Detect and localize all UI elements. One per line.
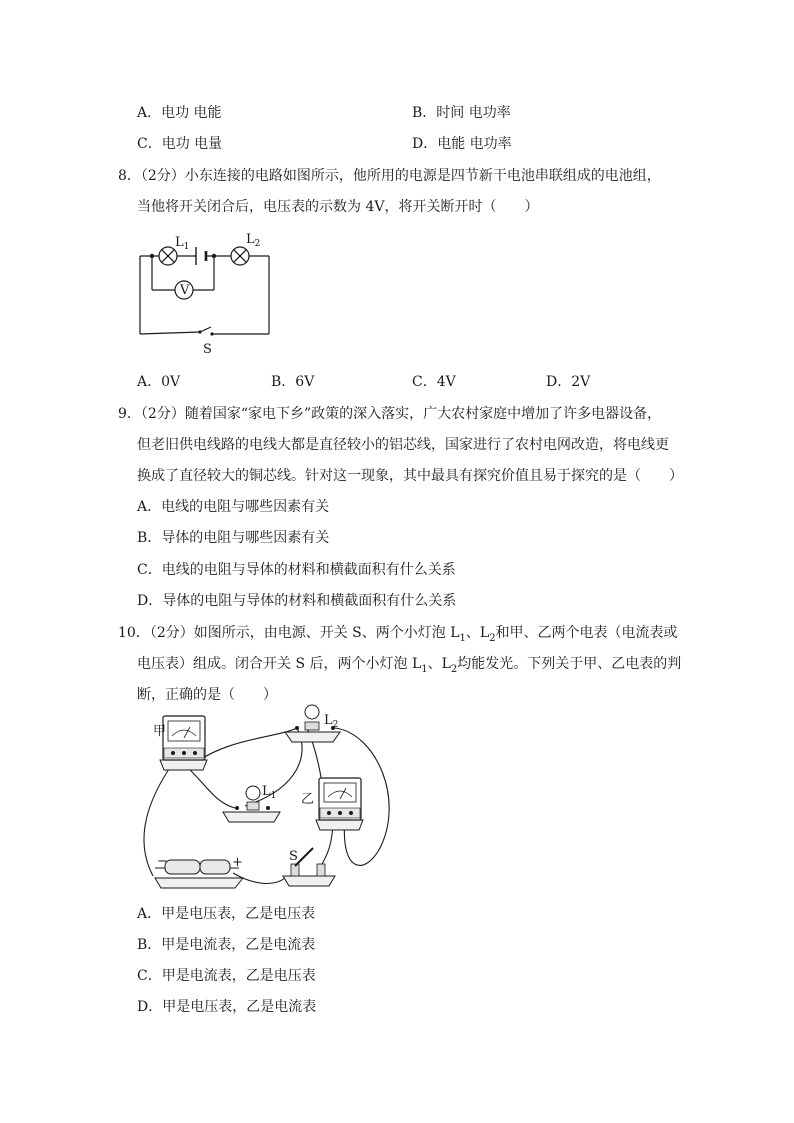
q7-option-a: A．电功 电能 xyxy=(137,105,222,121)
q10-option-c: C．甲是电流表，乙是电压表 xyxy=(137,968,316,984)
q8-option-a: A．0V xyxy=(137,374,181,390)
q10-option-b: B．甲是电流表，乙是电流表 xyxy=(137,937,316,953)
q8-stem-line2: 当他将开关闭合后，电压表的示数为 4V，将开关断开时（ ） xyxy=(137,199,539,215)
q10-option-a: A．甲是电压表，乙是电压表 xyxy=(137,906,316,922)
q9-option-b: B．导体的电阻与哪些因素有关 xyxy=(137,530,330,546)
q8-label-l1: $L_1$ xyxy=(175,235,190,252)
q10-label-plus: + xyxy=(232,855,243,870)
q10-stem-line2: 电压表）组成。闭合开关 S 后，两个小灯泡 $L_1$、$L_2$均能发光。下列关于甲、乙电表的判 xyxy=(137,656,682,675)
q9-stem-line3: 换成了直径较大的铜芯线。针对这一现象，其中最具有探究价值且易于探究的是（ ） xyxy=(137,468,683,484)
q8-label-voltmeter: V xyxy=(180,283,190,298)
q10-label-minus: − xyxy=(157,854,168,869)
q10-circuit-illustration xyxy=(135,708,410,898)
q9-option-d: D．导体的电阻与导体的材料和横截面积有什么关系 xyxy=(137,593,457,609)
q10-label-jia: 甲 xyxy=(153,724,167,739)
q8-option-b: B．6V xyxy=(271,374,315,390)
q10-option-d: D．甲是电压表，乙是电流表 xyxy=(137,999,317,1015)
q8-label-l2: $L_2$ xyxy=(246,232,261,249)
q9-option-a: A．电线的电阻与哪些因素有关 xyxy=(137,499,330,515)
q7-option-d: D．电能 电功率 xyxy=(412,136,512,152)
q10-stem-line1: 10．（2分）如图所示，由电源、开关 S、两个小灯泡 $L_1$、$L_2$和甲、乙两个电表（电流表或 xyxy=(118,625,678,644)
q8-option-d: D．2V xyxy=(546,374,591,390)
q10-stem-line3: 断，正确的是（ ） xyxy=(137,687,277,703)
q9-option-c: C．电线的电阻与导体的材料和横截面积有什么关系 xyxy=(137,562,456,578)
q10-label-switch: S xyxy=(289,849,298,864)
q9-stem-line2: 但老旧供电线路的电线大都是直径较小的铝芯线，国家进行了农村电网改造，将电线更 xyxy=(137,437,669,453)
q9-stem-line1: 9．（2分）随着国家“家电下乡”政策的深入落实，广大农村家庭中增加了许多电器设备， xyxy=(118,406,662,422)
q8-stem-line1: 8．（2分）小东连接的电路如图所示，他所用的电源是四节新干电池串联组成的电池组， xyxy=(118,168,661,184)
q10-label-yi: 乙 xyxy=(301,792,315,807)
q8-circuit-diagram xyxy=(130,228,280,360)
q10-label-l2: $L_2$ xyxy=(324,713,339,730)
q8-option-c: C．4V xyxy=(412,374,456,390)
q10-label-l1: $L_1$ xyxy=(262,784,277,801)
q7-option-b: B．时间 电功率 xyxy=(412,105,511,121)
battery-icon xyxy=(155,860,243,888)
meter-yi-icon xyxy=(316,778,363,830)
meter-jia-icon xyxy=(160,716,207,770)
q7-option-c: C．电功 电量 xyxy=(137,136,223,152)
q8-label-switch: S xyxy=(203,342,212,357)
